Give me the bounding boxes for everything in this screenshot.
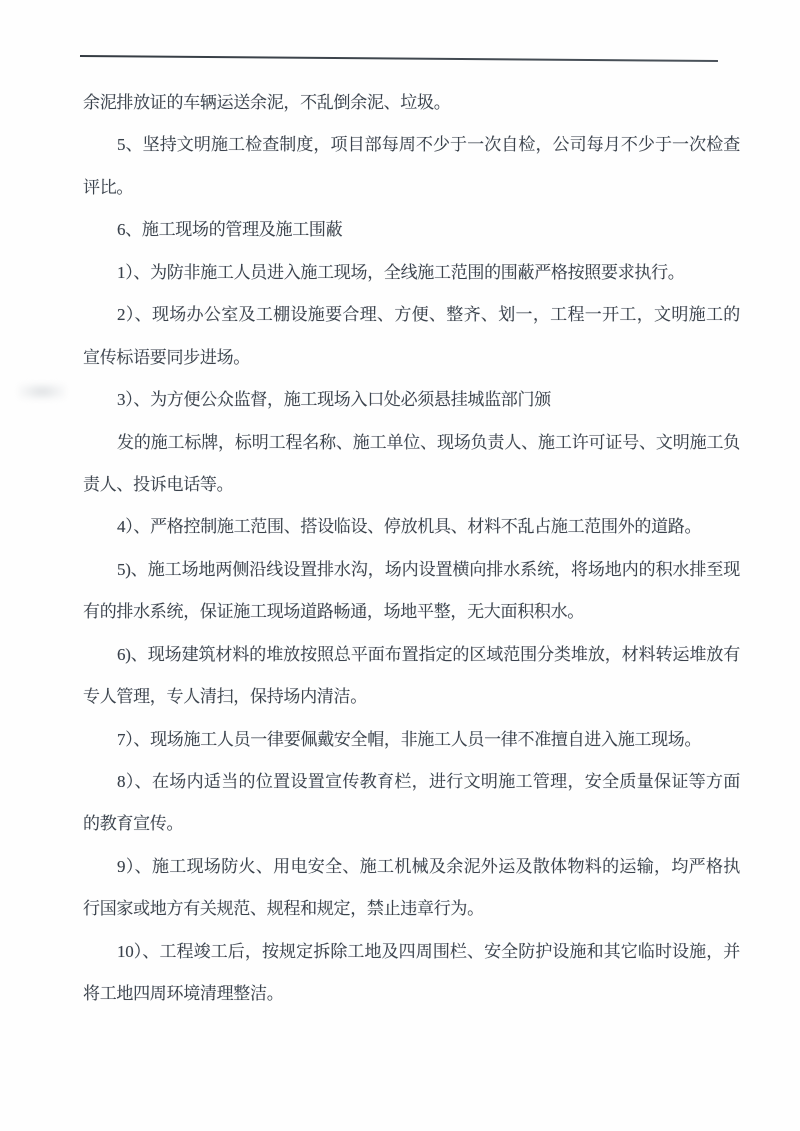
doc-line: 将工地四周环境清理整洁。 [83,984,284,1004]
doc-line: 6、施工现场的管理及施工围蔽 [117,220,343,240]
doc-line: 2）、现场办公室及工棚设施要合理、方便、整齐、划一，工程一开工，文明施工的 [117,305,740,325]
doc-line: 责人、投诉电话等。 [83,474,234,494]
doc-line: 评比。 [83,177,134,197]
doc-line: 5、坚持文明施工检查制度，项目部每周不少于一次自检，公司每月不少于一次检查 [117,135,740,155]
doc-line: 6)、现场建筑材料的堆放按照总平面布置指定的区域范围分类堆放，材料转运堆放有 [117,644,740,664]
doc-line: 4）、严格控制施工范围、搭设临设、停放机具、材料不乱占施工范围外的道路。 [117,517,702,537]
doc-line: 有的排水系统，保证施工现场道路畅通，场地平整，无大面积积水。 [83,602,584,622]
doc-line: 的教育宣传。 [83,814,184,834]
doc-line: 1）、为防非施工人员进入施工现场，全线施工范围的围蔽严格按照要求执行。 [117,262,685,282]
doc-line: 8）、在场内适当的位置设置宣传教育栏，进行文明施工管理，安全质量保证等方面 [117,772,740,791]
doc-line: 10）、工程竣工后，按规定拆除工地及四周围栏、安全防护设施和其它临时设施，并 [117,941,740,961]
doc-line: 7）、现场施工人员一律要佩戴安全帽，非施工人员一律不准擅自进入施工现场。 [117,729,702,749]
scan-artifact [18,383,66,400]
doc-line: 5)、施工场地两侧沿线设置排水沟，场内设置横向排水系统，将场地内的积水排至现 [117,559,740,579]
doc-line: 9）、施工现场防火、用电安全、施工机械及余泥外运及散体物料的运输，均严格执 [117,856,740,876]
document-body [83,82,740,1016]
doc-line: 行国家或地方有关规范、规程和规定，禁止违章行为。 [83,899,484,919]
doc-line: 余泥排放证的车辆运送余泥，不乱倒余泥、垃圾。 [83,93,451,112]
header-rule [80,55,718,62]
doc-line: 专人管理，专人清扫，保持场内清洁。 [83,687,367,707]
doc-line: 宣传标语要同步进场。 [83,347,250,367]
doc-line: 发的施工标牌，标明工程名称、施工单位、现场负责人、施工许可证号、文明施工负 [117,432,740,452]
doc-line: 3）、为方便公众监督，施工现场入口处必须悬挂城监部门颁 [117,390,551,410]
